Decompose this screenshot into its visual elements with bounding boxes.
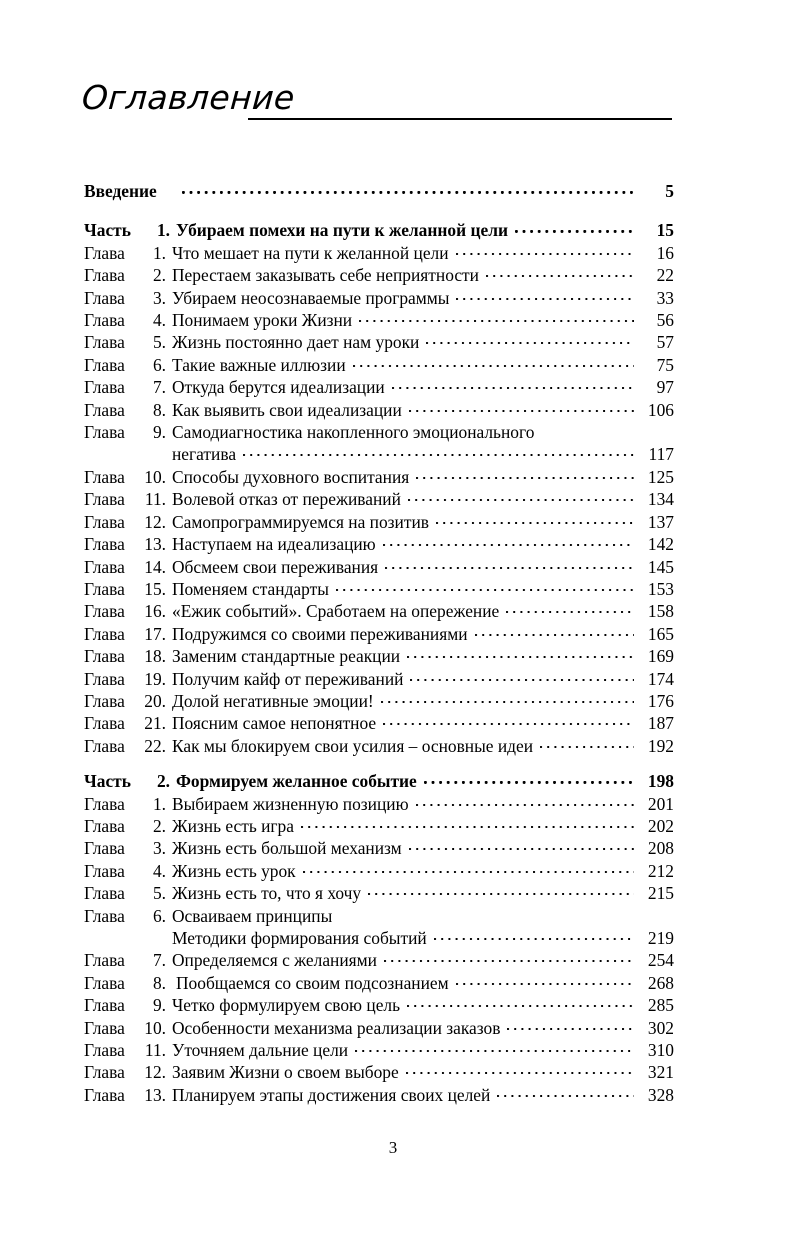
- leader-dots: [336, 578, 634, 595]
- entry-label: Глава: [84, 883, 125, 904]
- page-number: 3: [388, 1138, 398, 1157]
- entry-number: 2.: [152, 265, 166, 286]
- page-title: Оглавление: [80, 78, 297, 117]
- entry-title: Как выявить свои идеализации: [172, 399, 402, 420]
- entry-title: Поясним самое непонятное: [172, 713, 377, 734]
- page-heading: [82, 78, 674, 130]
- leader-dots: [456, 242, 634, 259]
- entry-number: 20.: [144, 690, 166, 711]
- entry-page-number: 158: [647, 601, 674, 622]
- toc-entry-chapter-continuation[interactable]: [84, 443, 674, 465]
- toc-entry-chapter[interactable]: [84, 1084, 674, 1106]
- toc-entry-chapter[interactable]: [84, 668, 674, 690]
- entry-label: Глава: [84, 1062, 125, 1083]
- entry-title: Формируем желанное событие: [176, 771, 417, 792]
- entry-number: 10.: [144, 466, 166, 487]
- entry-page-number: 198: [647, 771, 674, 792]
- entry-title: «Ежик событий». Сработаем на опережение: [172, 601, 500, 622]
- entry-page-number: 169: [647, 646, 674, 667]
- entry-title: Осваиваем принципы: [172, 905, 333, 926]
- toc-entry-chapter[interactable]: [84, 600, 674, 622]
- entry-page-number: 215: [647, 883, 674, 904]
- entry-title: Как мы блокируем свои усилия – основные идеи: [172, 735, 534, 756]
- entry-label: Глава: [84, 793, 125, 814]
- entry-label: Глава: [84, 466, 125, 487]
- entry-title: Обсмеем свои переживания: [172, 556, 379, 577]
- entry-title: Заявим Жизни о своем выборе: [172, 1062, 399, 1083]
- entry-label: Глава: [84, 838, 125, 859]
- entry-label: Глава: [84, 489, 125, 510]
- entry-page-number: 254: [647, 950, 674, 971]
- entry-number: 8.: [152, 972, 166, 993]
- toc-entry-chapter[interactable]: [84, 309, 674, 331]
- leader-dots: [383, 712, 634, 729]
- entry-label: Глава: [84, 646, 125, 667]
- entry-page-number: 208: [647, 838, 674, 859]
- entry-label: Глава: [84, 623, 125, 644]
- entry-title: Четко формулируем свою цель: [172, 995, 401, 1016]
- entry-label: Глава: [84, 422, 125, 443]
- entry-number: 10.: [144, 1017, 166, 1038]
- entry-label: Глава: [84, 713, 125, 734]
- entry-label: Глава: [84, 310, 125, 331]
- entry-label: Глава: [84, 287, 125, 308]
- entry-label: Глава: [84, 399, 125, 420]
- entry-number: 21.: [144, 713, 166, 734]
- entry-label: Глава: [84, 556, 125, 577]
- toc-entry-part[interactable]: [84, 219, 674, 241]
- toc-entry-chapter[interactable]: [84, 882, 674, 904]
- entry-number: 4.: [152, 310, 166, 331]
- leader-dots: [407, 645, 634, 662]
- toc-entry-chapter[interactable]: [84, 466, 674, 488]
- entry-title: Пообщаемся со своим подсознанием: [176, 972, 449, 993]
- leader-dots: [410, 668, 634, 685]
- entry-title: Уточняем дальние цели: [172, 1040, 349, 1061]
- toc-entry-chapter[interactable]: [84, 511, 674, 533]
- entry-label: Глава: [84, 1040, 125, 1061]
- entry-title: Выбираем жизненную позицию: [172, 793, 409, 814]
- entry-title: Перестаем заказывать себе неприятности: [172, 265, 479, 286]
- entry-number: 16.: [144, 601, 166, 622]
- toc-entry-chapter[interactable]: [84, 376, 674, 398]
- entry-title: Жизнь постоянно дает нам уроки: [172, 332, 420, 353]
- leader-dots: [497, 1084, 634, 1101]
- entry-page-number: 310: [647, 1040, 674, 1061]
- leader-dots: [407, 994, 634, 1011]
- entry-number: 8.: [152, 399, 166, 420]
- entry-title: Поменяем стандарты: [172, 578, 329, 599]
- entry-page-number: 75: [656, 354, 674, 375]
- entry-title: Самопрограммируемся на позитив: [172, 511, 429, 532]
- toc-entry-chapter[interactable]: [84, 1039, 674, 1061]
- entry-title: Убираем неосознаваемые программы: [172, 287, 450, 308]
- entry-title: Способы духовного воспитания: [172, 466, 410, 487]
- entry-number: 2.: [152, 815, 166, 836]
- entry-number: 11.: [144, 489, 166, 510]
- leader-dots: [392, 376, 634, 393]
- entry-title: Подружимся со своими переживаниями: [172, 623, 468, 644]
- entry-label: Глава: [84, 265, 125, 286]
- toc-entry-chapter[interactable]: [84, 972, 674, 994]
- toc-entry-chapter[interactable]: [84, 837, 674, 859]
- entry-number: 1.: [156, 220, 170, 241]
- entry-page-number: 302: [647, 1017, 674, 1038]
- entry-label: Глава: [84, 354, 125, 375]
- entry-page-number: 5: [665, 181, 674, 201]
- section-gap: [84, 202, 674, 219]
- leader-dots: [515, 219, 634, 236]
- entry-label: Глава: [84, 860, 125, 881]
- leader-dots: [436, 511, 634, 528]
- entry-number: 17.: [144, 623, 166, 644]
- leader-dots: [182, 180, 634, 197]
- leader-dots: [416, 466, 634, 483]
- leader-dots: [507, 1017, 634, 1034]
- leader-dots: [381, 690, 634, 707]
- entry-number: 5.: [152, 883, 166, 904]
- entry-page-number: 165: [647, 623, 674, 644]
- toc-entry-chapter[interactable]: [84, 690, 674, 712]
- entry-label: Глава: [84, 972, 125, 993]
- entry-label: Глава: [84, 332, 125, 353]
- entry-number: 9.: [152, 995, 166, 1016]
- toc-entry-chapter-continuation[interactable]: [84, 927, 674, 949]
- entry-label: Глава: [84, 668, 125, 689]
- toc-entry-chapter[interactable]: [84, 354, 674, 376]
- entry-label: Часть: [84, 220, 131, 241]
- entry-number: 3.: [152, 287, 166, 308]
- entry-number: 5.: [152, 332, 166, 353]
- entry-number: 7.: [152, 377, 166, 398]
- entry-number: 13.: [144, 1084, 166, 1105]
- entry-page-number: 125: [647, 466, 674, 487]
- entry-label: Глава: [84, 815, 125, 836]
- entry-page-number: 106: [647, 399, 674, 420]
- toc-entry-chapter[interactable]: [84, 242, 674, 264]
- entry-label: Глава: [84, 534, 125, 555]
- entry-label: Глава: [84, 578, 125, 599]
- entry-number: 4.: [152, 860, 166, 881]
- entry-label: Глава: [84, 995, 125, 1016]
- entry-number: 11.: [144, 1040, 166, 1061]
- entry-page-number: 142: [647, 534, 674, 555]
- leader-dots: [540, 735, 634, 752]
- entry-title: Жизнь есть игра: [172, 815, 294, 836]
- entry-page-number: 153: [647, 578, 674, 599]
- leader-dots: [385, 556, 634, 573]
- leader-dots: [353, 354, 634, 371]
- toc-entry-chapter[interactable]: [84, 949, 674, 971]
- leader-dots: [456, 287, 634, 304]
- entry-label: Часть: [84, 771, 131, 792]
- entry-page-number: 117: [648, 444, 674, 465]
- entry-title: негатива: [172, 444, 237, 465]
- entry-label: Глава: [84, 690, 125, 711]
- entry-number: 18.: [144, 646, 166, 667]
- entry-label: Глава: [84, 905, 125, 926]
- entry-page-number: 176: [647, 690, 674, 711]
- entry-page-number: 57: [656, 332, 674, 353]
- entry-number: 13.: [144, 534, 166, 555]
- toc-entry-chapter[interactable]: [84, 533, 674, 555]
- entry-title: Определяемся с желаниями: [172, 950, 377, 971]
- entry-page-number: 56: [656, 310, 674, 331]
- entry-number: 6.: [152, 905, 166, 926]
- leader-dots: [426, 331, 634, 348]
- toc-entry-chapter[interactable]: [84, 556, 674, 578]
- entry-title: Долой негативные эмоции!: [172, 690, 374, 711]
- entry-page-number: 145: [647, 556, 674, 577]
- entry-label: Глава: [84, 950, 125, 971]
- entry-page-number: 97: [656, 377, 674, 398]
- leader-dots: [434, 927, 634, 944]
- toc-entry-chapter[interactable]: [84, 421, 674, 443]
- heading-rule: [248, 118, 672, 120]
- entry-title: Понимаем уроки Жизни: [172, 310, 353, 331]
- entry-page-number: 268: [647, 972, 674, 993]
- entry-number: 2.: [156, 771, 170, 792]
- entry-label: Глава: [84, 601, 125, 622]
- entry-title: Жизнь есть большой механизм: [172, 838, 402, 859]
- entry-label: Глава: [84, 377, 125, 398]
- leader-dots: [303, 860, 634, 877]
- toc-entry-chapter[interactable]: [84, 905, 674, 927]
- entry-label: Введение: [84, 181, 157, 201]
- entry-page-number: 22: [656, 265, 674, 286]
- toc-entry-chapter[interactable]: [84, 712, 674, 734]
- toc-entry-chapter[interactable]: [84, 399, 674, 421]
- entry-title: Убираем помехи на пути к желанной цели: [176, 220, 508, 241]
- entry-title: Жизнь есть урок: [172, 860, 296, 881]
- entry-title: Такие важные иллюзии: [172, 354, 346, 375]
- entry-title: Методики формирования событий: [172, 928, 427, 948]
- entry-number: 22.: [144, 735, 166, 756]
- leader-dots: [424, 770, 634, 787]
- entry-number: 12.: [144, 511, 166, 532]
- entry-page-number: 285: [647, 995, 674, 1016]
- toc-entry-chapter[interactable]: [84, 264, 674, 286]
- toc-entry-chapter[interactable]: [84, 994, 674, 1016]
- entry-title: Особенности механизма реализации заказов: [172, 1017, 501, 1038]
- entry-page-number: 174: [647, 668, 674, 689]
- leader-dots: [368, 882, 634, 899]
- toc-entry-chapter[interactable]: [84, 645, 674, 667]
- entry-title: Получим кайф от переживаний: [172, 668, 404, 689]
- entry-label: Глава: [84, 1017, 125, 1038]
- leader-dots: [355, 1039, 634, 1056]
- entry-title: Жизнь есть то, что я хочу: [172, 883, 362, 904]
- leader-dots: [416, 793, 634, 810]
- entry-label: Глава: [84, 735, 125, 756]
- toc-entry-introduction[interactable]: [84, 180, 674, 202]
- leader-dots: [383, 533, 634, 550]
- leader-dots: [408, 488, 634, 505]
- toc-entry-chapter[interactable]: [84, 331, 674, 353]
- entry-page-number: 187: [647, 713, 674, 734]
- entry-label: Глава: [84, 511, 125, 532]
- entry-page-number: 15: [656, 220, 674, 241]
- toc-entry-chapter[interactable]: [84, 287, 674, 309]
- leader-dots: [406, 1061, 634, 1078]
- entry-number: 14.: [144, 556, 166, 577]
- entry-number: 9.: [152, 422, 166, 443]
- entry-page-number: 16: [656, 242, 674, 263]
- toc-entry-chapter[interactable]: [84, 735, 674, 757]
- entry-number: 19.: [144, 668, 166, 689]
- entry-number: 6.: [152, 354, 166, 375]
- leader-dots: [384, 949, 634, 966]
- entry-number: 1.: [152, 242, 166, 263]
- toc-entry-chapter[interactable]: [84, 793, 674, 815]
- entry-page-number: 134: [647, 489, 674, 510]
- entry-number: 3.: [152, 838, 166, 859]
- leader-dots: [475, 623, 634, 640]
- toc-entry-chapter[interactable]: [84, 860, 674, 882]
- table-of-contents: [84, 180, 674, 1106]
- entry-page-number: 202: [647, 815, 674, 836]
- leader-dots: [486, 264, 634, 281]
- entry-title: Волевой отказ от переживаний: [172, 489, 401, 510]
- leader-dots: [301, 815, 634, 832]
- entry-page-number: 201: [647, 793, 674, 814]
- toc-entry-chapter[interactable]: [84, 488, 674, 510]
- toc-entry-chapter[interactable]: [84, 623, 674, 645]
- section-gap: [84, 757, 674, 770]
- entry-label: Глава: [84, 242, 125, 263]
- entry-page-number: 212: [647, 860, 674, 881]
- toc-entry-chapter[interactable]: [84, 578, 674, 600]
- entry-title: Что мешает на пути к желанной цели: [172, 242, 449, 263]
- toc-entry-part[interactable]: [84, 770, 674, 792]
- toc-entry-chapter[interactable]: [84, 1017, 674, 1039]
- entry-title: Наступаем на идеализацию: [172, 534, 376, 555]
- entry-label: Глава: [84, 1084, 125, 1105]
- entry-number: 7.: [152, 950, 166, 971]
- leader-dots: [409, 837, 634, 854]
- toc-entry-chapter[interactable]: [84, 815, 674, 837]
- entry-title: Планируем этапы достижения своих целей: [172, 1084, 491, 1105]
- toc-entry-chapter[interactable]: [84, 1061, 674, 1083]
- entry-page-number: 137: [647, 511, 674, 532]
- entry-title: Самодиагностика накопленного эмоционального: [172, 422, 535, 443]
- entry-page-number: 219: [647, 928, 674, 948]
- entry-title: Заменим стандартные реакции: [172, 646, 401, 667]
- entry-title: Откуда берутся идеализации: [172, 377, 385, 398]
- entry-page-number: 33: [656, 287, 674, 308]
- leader-dots: [506, 600, 634, 617]
- entry-page-number: 328: [647, 1084, 674, 1105]
- leader-dots: [456, 972, 634, 989]
- leader-dots: [409, 399, 634, 416]
- entry-number: 15.: [144, 578, 166, 599]
- entry-number: 12.: [144, 1062, 166, 1083]
- entry-page-number: 321: [647, 1062, 674, 1083]
- entry-page-number: 192: [647, 735, 674, 756]
- entry-number: 1.: [152, 793, 166, 814]
- leader-dots: [359, 309, 634, 326]
- leader-dots: [243, 443, 634, 460]
